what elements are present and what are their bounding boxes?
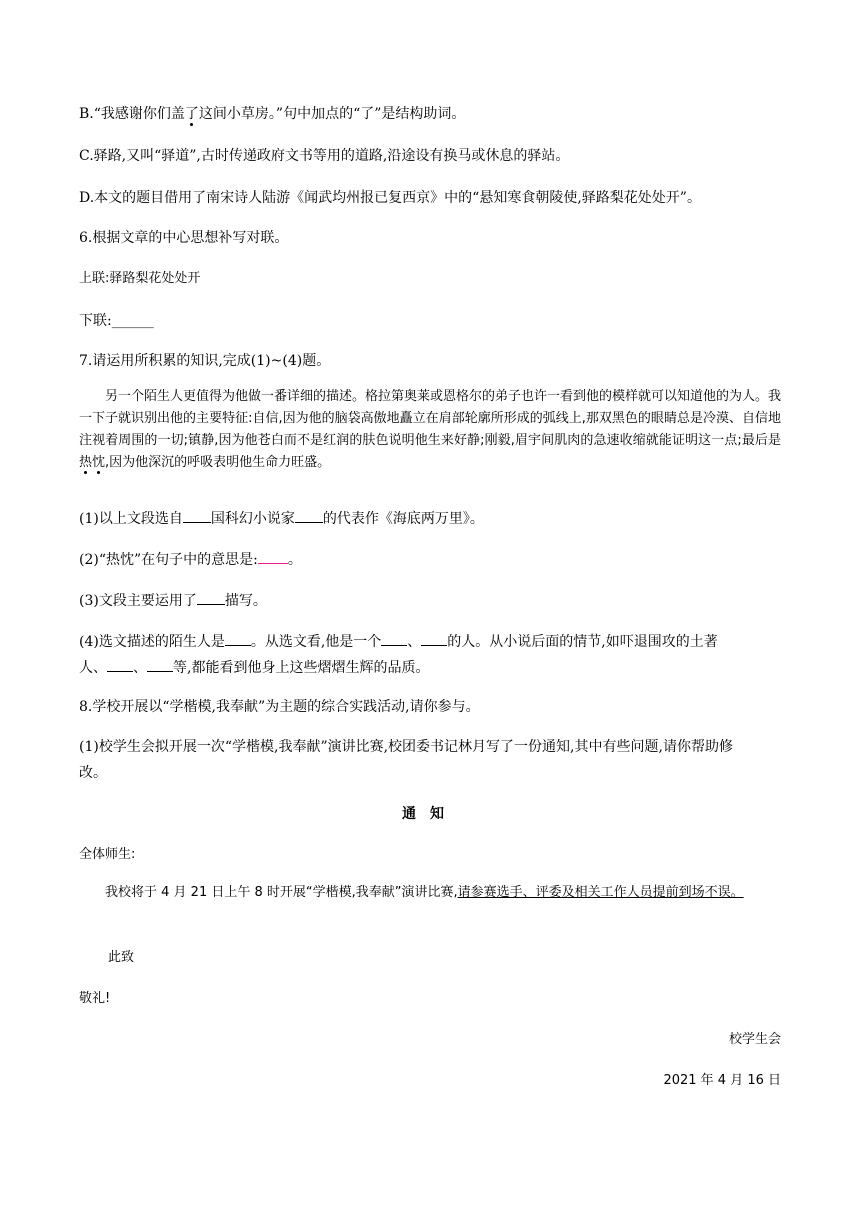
dotted-character: 热 bbox=[79, 455, 93, 470]
option-d: D.本文的题目借用了南宋诗人陆游《闻武均州报已复西京》中的“悬知寒食朝陵使,驿路梨花处处开”。 bbox=[79, 190, 701, 206]
notice-signature: 校学生会 bbox=[728, 1032, 781, 1047]
question-8-title: 8.学校开展以“学楷模,我奉献”为主题的综合实践活动,请你参与。 bbox=[79, 699, 480, 715]
answer-blank[interactable] bbox=[107, 657, 133, 672]
q7-4-text: 等,都能看到他身上这些熠熠生辉的品质。 bbox=[173, 660, 430, 676]
notice-body bbox=[79, 882, 781, 904]
question-7-2 bbox=[79, 549, 302, 570]
notice-closing-1: 此致 bbox=[108, 950, 135, 965]
option-b-text-start: B.“我感谢你们盖 bbox=[79, 106, 185, 122]
question-8-1-line1: (1)校学生会拟开展一次“学楷模,我奉献”演讲比赛,校团委书记林月写了一份通知,其中有些问题,请你帮助修 bbox=[79, 739, 733, 755]
question-8-1-line2: 改。 bbox=[79, 765, 107, 781]
question-6-title: 6.根据文章的中心思想补写对联。 bbox=[79, 230, 289, 246]
answer-blank[interactable] bbox=[183, 508, 211, 523]
notice-body-underlined: 请参赛选手、评委及相关工作人员提前到场不误。 bbox=[457, 885, 744, 900]
reading-passage bbox=[79, 386, 781, 474]
dotted-character: 了 bbox=[184, 106, 199, 122]
answer-blank[interactable] bbox=[421, 631, 447, 646]
q7-1-text: (1)以上文段选自 bbox=[79, 511, 183, 527]
q7-1-text: 的代表作《海底两万里》。 bbox=[322, 511, 484, 527]
q7-3-text: (3)文段主要运用了 bbox=[79, 593, 197, 609]
q7-4-text: 的人。从小说后面的情节,如吓退围攻的土著 bbox=[447, 634, 718, 650]
notice-body-text: 我校将于 4 月 21 日上午 8 时开展“学楷模,我奉献”演讲比赛, bbox=[105, 885, 458, 900]
answer-blank[interactable] bbox=[225, 631, 251, 646]
passage-text: 另一个陌生人更值得为他做一番详细的描述。格拉第奥莱或恩格尔的弟子也许一看到他的模样就可以知道他的为人。我一下子就识别出他的主要特征:自信,因为他的脑袋高傲地矗立在肩部轮廓所形成的弧线上,那双黑色的眼睛总是冷漠、自信地注视着周围的一切;镇静,因为他苍白而不是红润的肤色说明他生来好静;刚毅,眉宇间肌肉的急速收缩就能证明这一点;最后是 bbox=[79, 389, 782, 448]
answer-blank[interactable] bbox=[147, 657, 173, 672]
q7-4-text: (4)选文描述的陌生人是 bbox=[79, 634, 225, 650]
q7-4-text: 人、 bbox=[79, 660, 107, 676]
q7-4-text: 。从选文看,他是一个 bbox=[250, 634, 382, 650]
couplet-upper: 上联:驿路梨花处处开 bbox=[79, 271, 201, 286]
notice-closing-2: 敬礼! bbox=[79, 991, 111, 1006]
question-7-3 bbox=[79, 590, 267, 611]
option-b bbox=[79, 104, 465, 124]
q7-2-text: 。 bbox=[287, 552, 302, 568]
question-7-1 bbox=[79, 508, 484, 529]
q7-1-text: 国科幻小说家 bbox=[210, 511, 295, 527]
q7-2-text: (2)“热忱”在句子中的意思是: bbox=[79, 552, 258, 568]
answer-blank[interactable] bbox=[258, 549, 288, 564]
q7-4-text: 、 bbox=[133, 660, 147, 676]
q7-4-text: 、 bbox=[407, 634, 422, 650]
notice-date: 2021 年 4 月 16 日 bbox=[663, 1073, 781, 1088]
question-7-title: 7.请运用所积累的知识,完成(1)~(4)题。 bbox=[79, 353, 331, 369]
answer-blank[interactable] bbox=[381, 631, 407, 646]
dotted-character: 忱 bbox=[92, 455, 106, 470]
couplet-lower: 下联:______ bbox=[79, 313, 154, 329]
question-7-4-line2 bbox=[79, 657, 429, 678]
option-b-text-end: 这间小草房。”句中加点的“了”是结构助词。 bbox=[198, 106, 466, 122]
option-c: C.驿路,又叫“驿道”,古时传递政府文书等用的道路,沿途设有换马或休息的驿站。 bbox=[79, 148, 570, 164]
passage-text-end: ,因为他深沉的呼吸表明他生命力旺盛。 bbox=[105, 455, 331, 470]
answer-blank[interactable] bbox=[295, 508, 323, 523]
notice-title: 通知 bbox=[402, 806, 458, 822]
q7-3-text: 描写。 bbox=[224, 593, 267, 609]
question-7-4-line1 bbox=[79, 631, 718, 652]
answer-blank[interactable] bbox=[197, 590, 225, 605]
notice-salutation: 全体师生: bbox=[79, 847, 136, 862]
